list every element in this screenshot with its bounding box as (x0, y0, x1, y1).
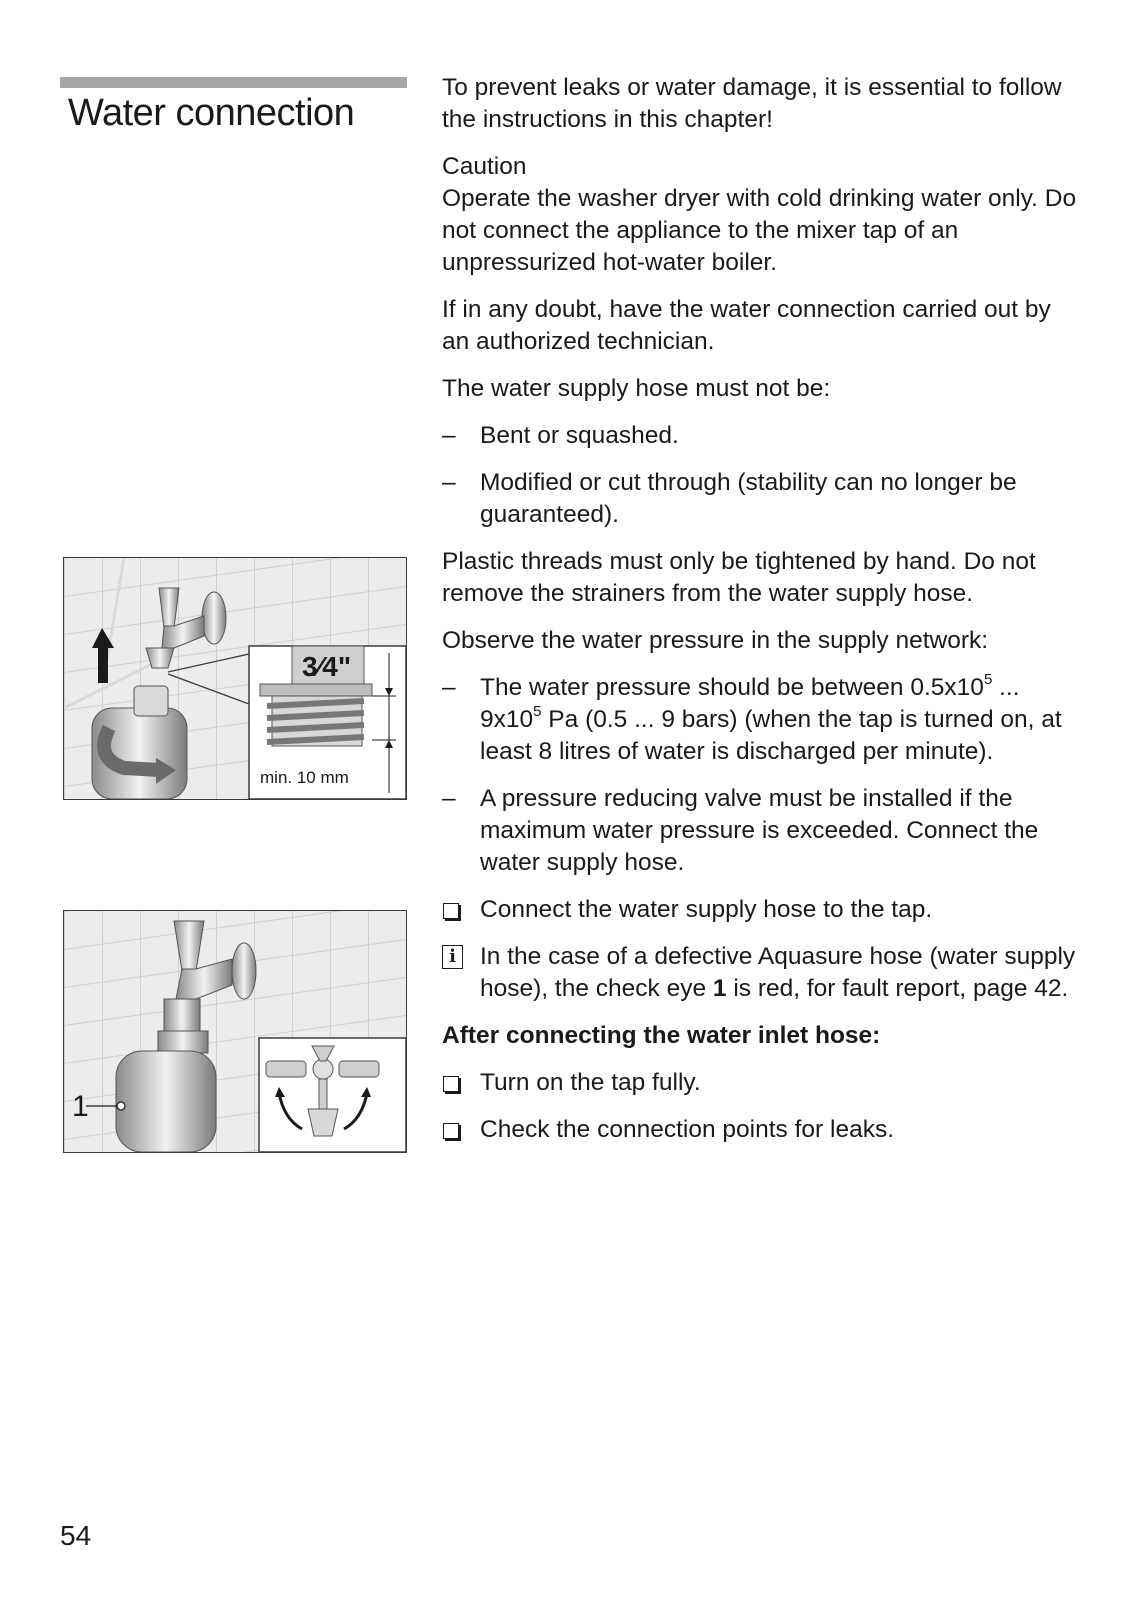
dash-bullet (442, 420, 476, 452)
list-item-text: Bent or squashed. (480, 422, 679, 449)
list-item-text: Modified or cut through (stability can no longer be guaranteed). (480, 469, 1017, 528)
checkbox-icon (443, 1123, 459, 1139)
checkbox-icon (443, 903, 459, 919)
step-text: Check the connection points for leaks. (480, 1116, 895, 1143)
doubt-text: If in any doubt, have the water connection carried out by an authorized technician. (442, 296, 1051, 355)
tap-thread-illustration (64, 558, 406, 799)
step-item (442, 894, 1082, 926)
title-rule (60, 77, 407, 88)
after-connecting-heading: After connecting the water inlet hose: (442, 1022, 881, 1049)
check-eye-callout: 1 (72, 1090, 89, 1123)
checkbox-icon (443, 1076, 459, 1092)
step-text: Connect the water supply hose to the tap. (480, 896, 933, 923)
min-length-label: min. 10 mm (260, 768, 349, 787)
dash-bullet (442, 467, 476, 499)
step-item (442, 1067, 1082, 1099)
dash-bullet (442, 783, 476, 815)
info-note (442, 941, 1082, 1005)
pressure-lead: Observe the water pressure in the supply network: (442, 627, 989, 654)
figure-tap-thread (63, 557, 407, 800)
caution-heading: Caution (442, 153, 527, 180)
content-column (442, 72, 1082, 1161)
aquasure-illustration (64, 911, 406, 1152)
list-item (442, 783, 1082, 879)
thread-size-label: 3⁄4" (302, 651, 352, 682)
figure-aquasure-hose (63, 910, 407, 1153)
step-item (442, 1114, 1082, 1146)
info-text: In the case of a defective Aquasure hose (water supply hose), the check eye 1 is red, for fault report, page 42. (480, 943, 1076, 1002)
list-item (442, 420, 1082, 452)
step-text: Turn on the tap fully. (480, 1069, 701, 1096)
pressure-text: The water pressure should be between $0.5x10^5$ ... $9x10^5$ Pa (0.5 ... 9 bars) (when the tap is turned on, at least 8 litres of water is discharged per minute). (480, 670, 1062, 765)
info-icon: i (442, 945, 463, 969)
list-item-text: A pressure reducing valve must be installed if the maximum water pressure is exceeded. Connect the water supply hose. (480, 785, 1039, 876)
dash-bullet (442, 672, 476, 704)
plastic-threads-text: Plastic threads must only be tightened by hand. Do not remove the strainers from the water supply hose. (442, 548, 1036, 607)
page-number: 54 (60, 1520, 92, 1551)
intro-text: To prevent leaks or water damage, it is essential to follow the instructions in this chapter! (442, 74, 1062, 133)
list-item (442, 672, 1082, 768)
list-item (442, 467, 1082, 531)
caution-text: Operate the washer dryer with cold drinking water only. Do not connect the appliance to the mixer tap of an unpressurized hot-water boiler. (442, 185, 1077, 276)
page-title: Water connection (68, 92, 355, 134)
hose-restrictions-lead: The water supply hose must not be: (442, 375, 831, 402)
